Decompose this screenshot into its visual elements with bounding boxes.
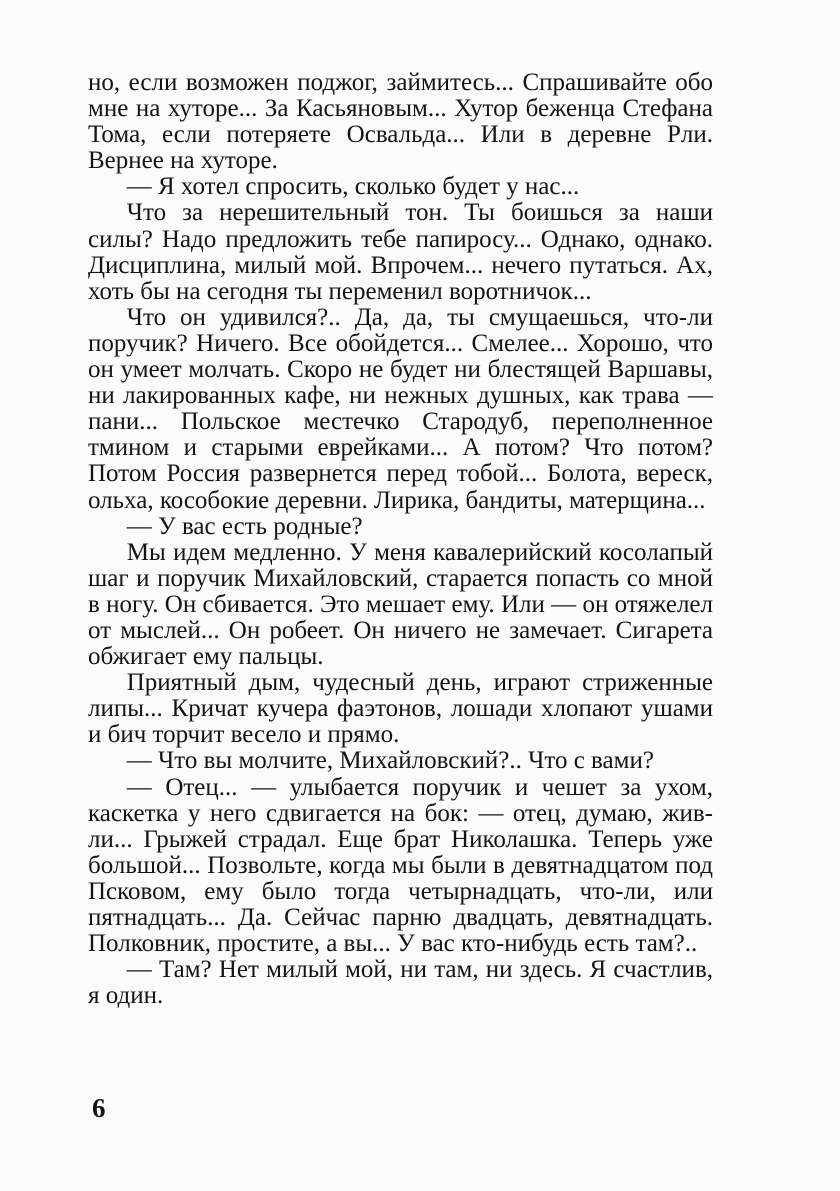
paragraph-1: но, если возможен поджог, займитесь... Спрашивайте обо мне на хуторе... За Касьяновым... Хутор беженца Стефана Тома, если потеряете Освальда... Или в деревне Рли. Вернее на хуторе. <box>88 69 713 175</box>
page-number: 6 <box>92 1093 106 1123</box>
paragraph-5: — У вас есть родные? <box>126 512 363 540</box>
paragraph-7: Приятный дым, чудесный день, играют стриженные липы... Кричат кучера фаэтонов, лошади хлопают ушами и бич торчит весело и прямо. <box>88 669 713 749</box>
paragraph-2: — Я хотел спросить, сколько будет у нас... <box>126 173 580 201</box>
paragraph-10: — Там? Нет милый мой, ни там, ни здесь. Я счастлив, я один. <box>88 956 713 1010</box>
paragraph-3: Что за нерешительный тон. Ты боишься за наши силы? Надо предложить тебе папиросу... Однако, однако. Дисциплина, милый мой. Впрочем... нечего путаться. Ах, хоть бы на сегодня ты переменил воротничок... <box>88 199 713 305</box>
paragraph-4: Что он удивился?.. Да, да, ты смущаешься, что-ли поручик? Ничего. Все обойдется... Смелее... Хорошо, что он умеет молчать. Скоро не будет ни блестящей Варшавы, ни лакированных кафе, ни нежных душных, как трава — пани... Польское местечко Стародуб, переполненное тмином и старыми еврейками... А потом? Что потом? Потом Россия развернется перед тобой... Болота, вереск, ольха, кособокие деревни. Лирика, бандиты, матерщина... <box>88 303 713 514</box>
paragraph-9: — Отец... — улыбается поручик и чешет за ухом, каскетка у него сдвигается на бок: — отец, думаю, жив-ли... Грыжей страдал. Еще брат Николашка. Теперь уже большой... Позвольте, когда мы были в девятнадцатом под Псковом, ему было тогда четырнадцать, что-ли, или пятнадцать... Да. Сейчас парню двадцать, девятнадцать. Полковник, простите, а вы... У вас кто-нибудь есть там?.. <box>88 773 713 958</box>
body-text <box>88 70 713 1009</box>
paragraph-6: Мы идем медленно. У меня кавалерийский косолапый шаг и поручик Михайловский, старается попасть со мной в ногу. Он сбивается. Это мешает ему. Или — он отяжелел от мыслей... Он робеет. Он ничего не замечает. Сигарета обжигает ему пальцы. <box>88 538 713 671</box>
paragraph-8: — Что вы молчите, Михайловский?.. Что с вами? <box>126 747 654 775</box>
